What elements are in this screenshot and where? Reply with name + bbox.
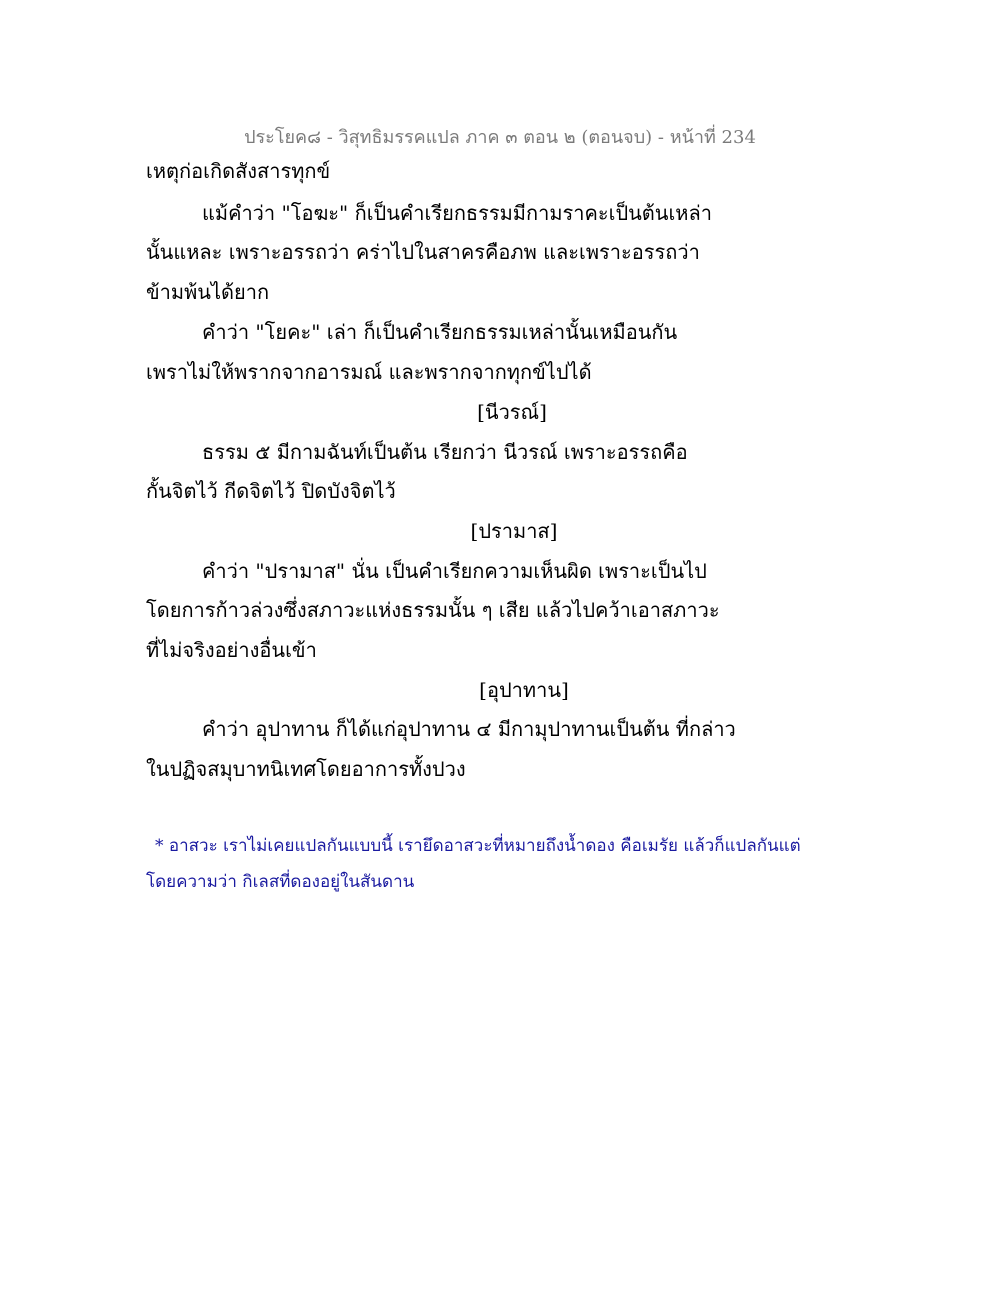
section-heading-niwarana: [นีวรณ์] [477,400,547,424]
section-heading-paramasa: [ปรามาส] [470,519,558,543]
body-line-7: ธรรม ๕ มีกามฉันท์เป็นต้น เรียกว่า นีวรณ์ เพราะอรรถคือ [202,440,688,464]
body-line-10: โดยการก้าวล่วงซึ่งสภาวะแห่งธรรมนั้น ๆ เสีย แล้วไปคว้าเอาสภาวะ [146,598,720,622]
body-line-13: ในปฏิจสมุบาทนิเทศโดยอาการทั้งปวง [146,757,466,781]
body-line-5: คำว่า "โยคะ" เล่า ก็เป็นคำเรียกธรรมเหล่านั้นเหมือนกัน [202,320,678,344]
body-line-2: แม้คำว่า "โอฆะ" ก็เป็นคำเรียกธรรมมีกามราคะเป็นต้นเหล่า [202,201,712,225]
body-line-1: เหตุก่อเกิดสังสารทุกข์ [146,159,331,183]
body-line-8: กั้นจิตไว้ กีดจิตไว้ ปิดบังจิตไว้ [146,479,396,503]
body-line-3: นั้นแหละ เพราะอรรถว่า คร่าไปในสาครคือภพ และเพราะอรรถว่า [146,240,700,264]
footnote-line-2: โดยความว่า กิเลสที่ดองอยู่ในสันดาน [146,872,415,892]
body-line-6: เพราไม่ให้พรากจากอารมณ์ และพรากจากทุกข์ไปได้ [146,360,592,384]
body-line-11: ที่ไม่จริงอย่างอื่นเข้า [146,638,317,662]
running-header: ประโยค๘ - วิสุทธิมรรคแปล ภาค ๓ ตอน ๒ (ตอนจบ) - หน้าที่ 234 [244,127,756,148]
footnote-line-1: * อาสวะ เราไม่เคยแปลกันแบบนี้ เรายึดอาสวะที่หมายถึงน้ำดอง คือเมรัย แล้วก็แปลกันแต่ [155,836,801,856]
body-line-9: คำว่า "ปรามาส" นั่น เป็นคำเรียกความเห็นผิด เพราะเป็นไป [202,559,707,583]
body-line-4: ข้ามพ้นได้ยาก [146,280,270,304]
section-heading-upadana: [อุปาทาน] [479,678,569,702]
body-line-12: คำว่า อุปาทาน ก็ได้แก่อุปาทาน ๔ มีกามุปาทานเป็นต้น ที่กล่าว [202,717,736,741]
